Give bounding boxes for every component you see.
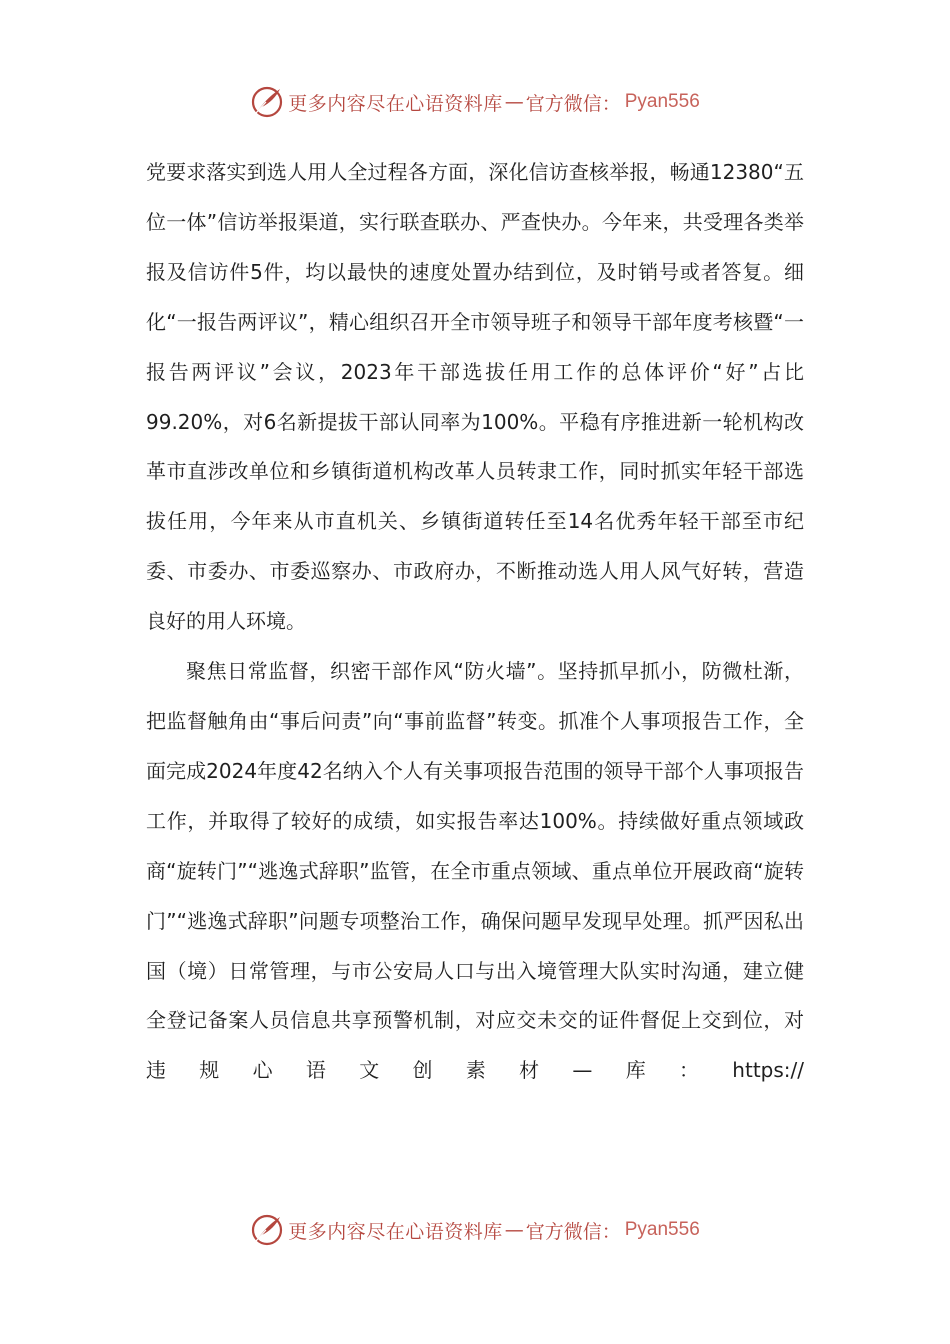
feather-quill-logo-icon [250, 85, 284, 119]
feather-quill-logo-icon [250, 1213, 284, 1247]
paragraph-2: 聚焦日常监督，织密干部作风“防火墙”。坚持抓早抓小，防微杜渐，把监督触角由“事后问责”向“事前监督”转变。抓准个人事项报告工作，全面完成2024年度42名纳入个人有关事项报告范围的领导干部个人事项报告工作，并取得了较好的成绩，如实报告率达100%。持续做好重点领域政商“旋转门”“逃逸式辞职”监管，在全市重点领域、重点单位开展政商“旋转门”“逃逸式辞职”问题专项整治工作，确保问题早发现早处理。抓严因私出国（境）日常管理，与市公安局人口与出入境管理大队实时沟通，建立健全登记备案人员信息共享预警机制，对应交未交的证件督促上交到位，对违规心语文创素材—库：https:// [146, 659, 804, 1083]
paragraph-1: 党要求落实到选人用人全过程各方面，深化信访查核举报，畅通12380“五位一体”信访举报渠道，实行联查联办、严查快办。今年来，共受理各类举报及信访件5件，均以最快的速度处置办结到位，及时销号或者答复。细化“一报告两评议”，精心组织召开全市领导班子和领导干部年度考核暨“一报告两评议”会议，2023年干部选拔任用工作的总体评价“好”占比99.20%，对6名新提拔干部认同率为100%。平稳有序推进新一轮机构改革市直涉改单位和乡镇街道机构改革人员转隶工作，同时抓实年轻干部选拔任用，今年来从市直机关、乡镇街道转任至14名优秀年轻干部至市纪委、市委办、市委巡察办、市政府办，不断推动选人用人风气好转，营造良好的用人环境。 [146, 160, 804, 634]
banner-official: 官方微信： [525, 92, 621, 115]
banner-official: 官方微信： [525, 1220, 621, 1243]
document-body [146, 148, 804, 1096]
banner-wechat-id: Pyan556 [624, 1219, 700, 1240]
banner-text: 更多内容尽在心语资料库 [288, 1220, 503, 1243]
header-banner [0, 82, 950, 122]
banner-wechat-id: Pyan556 [624, 91, 700, 112]
banner-dash: — [504, 91, 524, 113]
footer-banner [0, 1210, 950, 1250]
banner-dash: — [504, 1219, 524, 1241]
banner-text: 更多内容尽在心语资料库 [288, 92, 503, 115]
